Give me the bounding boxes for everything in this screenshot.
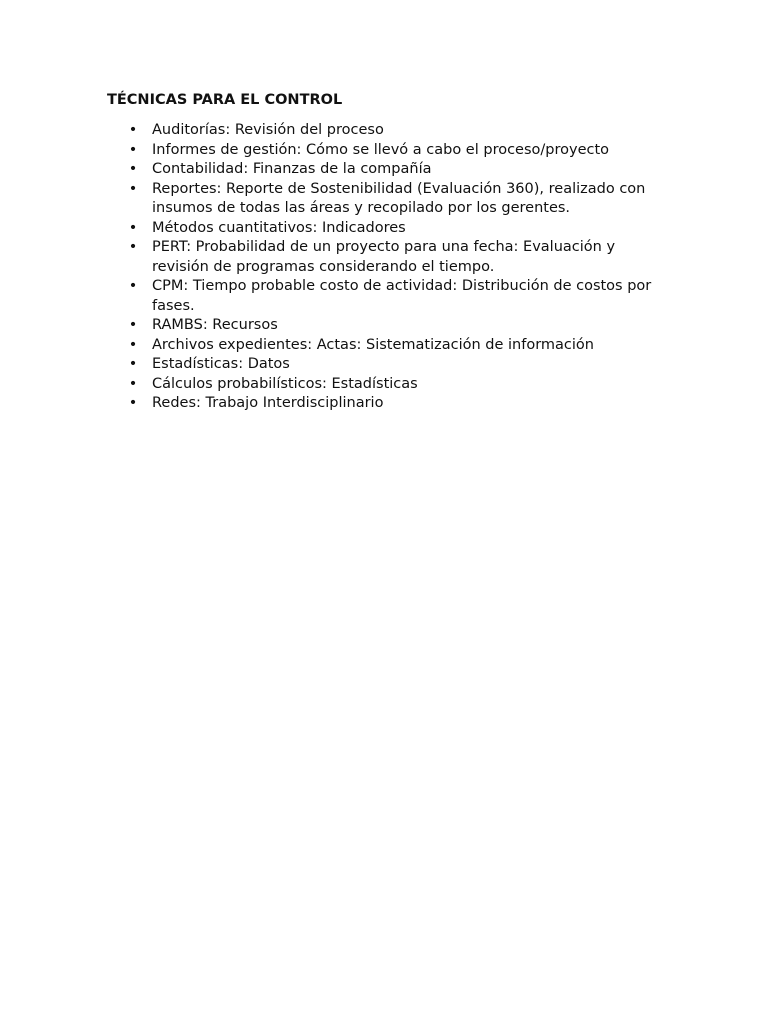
bullet-icon: • [128,219,138,236]
list-item-text: Informes de gestión: Cómo se llevó a cabo el proceso/proyecto [152,141,610,158]
list-item-text: Estadísticas: Datos [152,356,290,372]
list-item-text: CPM: Tiempo probable costo de actividad: Distribución de costos por fases. [152,278,652,314]
bullet-icon: • [128,278,138,294]
list-item-text: PERT: Probabilidad de un proyecto para una fecha: Evaluación y revisión de programas considerando el tiempo. [152,239,616,275]
bullet-icon: • [128,141,138,158]
list-item-text: Métodos cuantitativos: Indicadores [152,219,406,236]
list-item [107,375,667,395]
list-item-text: Contabilidad: Finanzas de la compañía [152,161,432,177]
list-item [107,336,667,356]
list-item-text: Archivos expedientes: Actas: Sistematización de información [152,336,594,353]
bullet-icon: • [128,336,138,353]
list-item [107,180,667,219]
bullet-icon: • [128,317,138,333]
list-item-text: Redes: Trabajo Interdisciplinario [152,395,384,411]
list-item [107,141,667,161]
bullet-icon: • [128,356,138,372]
bullet-icon: • [128,122,138,138]
list-item [107,394,667,414]
list-item [107,355,667,375]
list-item [107,238,667,277]
bullet-icon: • [128,395,138,411]
list-item-text: Cálculos probabilísticos: Estadísticas [152,375,418,392]
list-item [107,160,667,180]
techniques-list [107,121,667,414]
list-item [107,316,667,336]
list-item-text: Reportes: Reporte de Sostenibilidad (Evaluación 360), realizado con insumos de todas las áreas y recopilado por los gerentes. [152,180,646,216]
list-item [107,219,667,239]
list-item-text: Auditorías: Revisión del proceso [152,122,384,138]
bullet-icon: • [128,375,138,392]
list-item [107,277,667,316]
bullet-icon: • [128,180,138,197]
list-item-text: RAMBS: Recursos [152,317,278,333]
bullet-icon: • [128,161,138,177]
document-title: TÉCNICAS PARA EL CONTROL [107,92,343,108]
list-item [107,121,667,141]
bullet-icon: • [128,239,138,255]
